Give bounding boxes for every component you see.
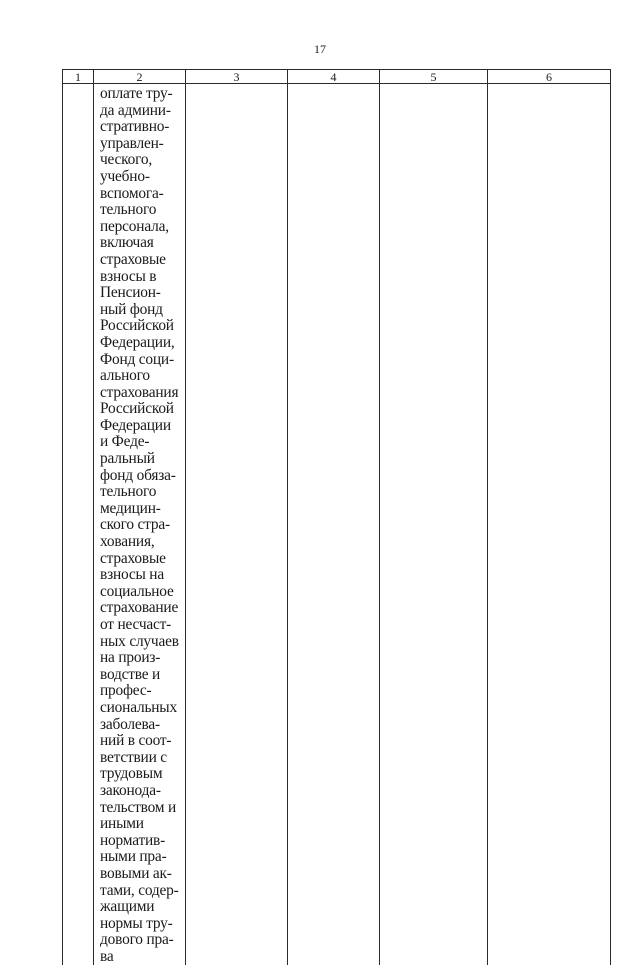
description-line: тами, содер- [100, 883, 185, 900]
description-line: Российской [100, 401, 185, 418]
description-line: Фонд соци- [100, 352, 185, 369]
description-line: включая [100, 235, 185, 252]
description-line: ных случаев [100, 634, 185, 651]
description-line: Федерации, [100, 335, 185, 352]
description-line: ветствии с [100, 750, 185, 767]
description-line: водстве и [100, 667, 185, 684]
description-line: тельством и [100, 800, 185, 817]
budget-table [62, 69, 611, 965]
description-line: да админи- [100, 103, 185, 120]
description-line: на произ- [100, 650, 185, 667]
description-line: ральный [100, 451, 185, 468]
description-line: стративно- [100, 119, 185, 136]
cell-col-2 [94, 84, 186, 965]
description-line: ный фонд [100, 302, 185, 319]
description-line: и Феде- [100, 434, 185, 451]
description-line: тельного [100, 202, 185, 219]
description-line: ского стра- [100, 517, 185, 534]
description-line: страхования [100, 385, 185, 402]
description-line: ний в соот- [100, 733, 185, 750]
description-line: Федерации [100, 418, 185, 435]
header-col-1: 1 [63, 70, 94, 84]
description-line: нормы тру- [100, 916, 185, 933]
description-line: заболева- [100, 717, 185, 734]
description-line: вовыми ак- [100, 866, 185, 883]
description-line: сиональных [100, 700, 185, 717]
table-row [63, 84, 611, 965]
description-line: фонд обяза- [100, 468, 185, 485]
description-line: хования, [100, 534, 185, 551]
table-header-row [63, 70, 611, 84]
description-line: ва [100, 949, 185, 965]
page-number: 17 [0, 42, 640, 57]
description-line: социальное [100, 584, 185, 601]
description-line: персонала, [100, 219, 185, 236]
description-line: от несчаст- [100, 617, 185, 634]
description-line: Российской [100, 318, 185, 335]
description-line: трудовым [100, 766, 185, 783]
description-line: страховые [100, 551, 185, 568]
description-line: ального [100, 368, 185, 385]
description-line: норматив- [100, 833, 185, 850]
header-col-2: 2 [94, 70, 186, 84]
description-line: жащими [100, 899, 185, 916]
description-line: ными пра- [100, 849, 185, 866]
cell-description [94, 84, 185, 965]
description-line: Пенсион- [100, 285, 185, 302]
header-col-4: 4 [288, 70, 380, 84]
header-col-6: 6 [488, 70, 611, 84]
description-line: учебно- [100, 169, 185, 186]
description-line: управлен- [100, 136, 185, 153]
description-line: взносы на [100, 567, 185, 584]
description-line: тельного [100, 484, 185, 501]
cell-col-3 [186, 84, 288, 965]
description-line: профес- [100, 683, 185, 700]
description-line: страховые [100, 252, 185, 269]
description-line: иными [100, 816, 185, 833]
cell-col-6 [488, 84, 611, 965]
description-line: вспомога- [100, 186, 185, 203]
description-line: медицин- [100, 501, 185, 518]
cell-col-5 [380, 84, 488, 965]
description-line: ческого, [100, 152, 185, 169]
cell-col-1 [63, 84, 94, 965]
description-line: дового пра- [100, 932, 185, 949]
description-line: законода- [100, 783, 185, 800]
header-col-5: 5 [380, 70, 488, 84]
header-col-3: 3 [186, 70, 288, 84]
cell-col-4 [288, 84, 380, 965]
description-line: взносы в [100, 269, 185, 286]
description-line: оплате тру- [100, 86, 185, 103]
description-line: страхование [100, 600, 185, 617]
